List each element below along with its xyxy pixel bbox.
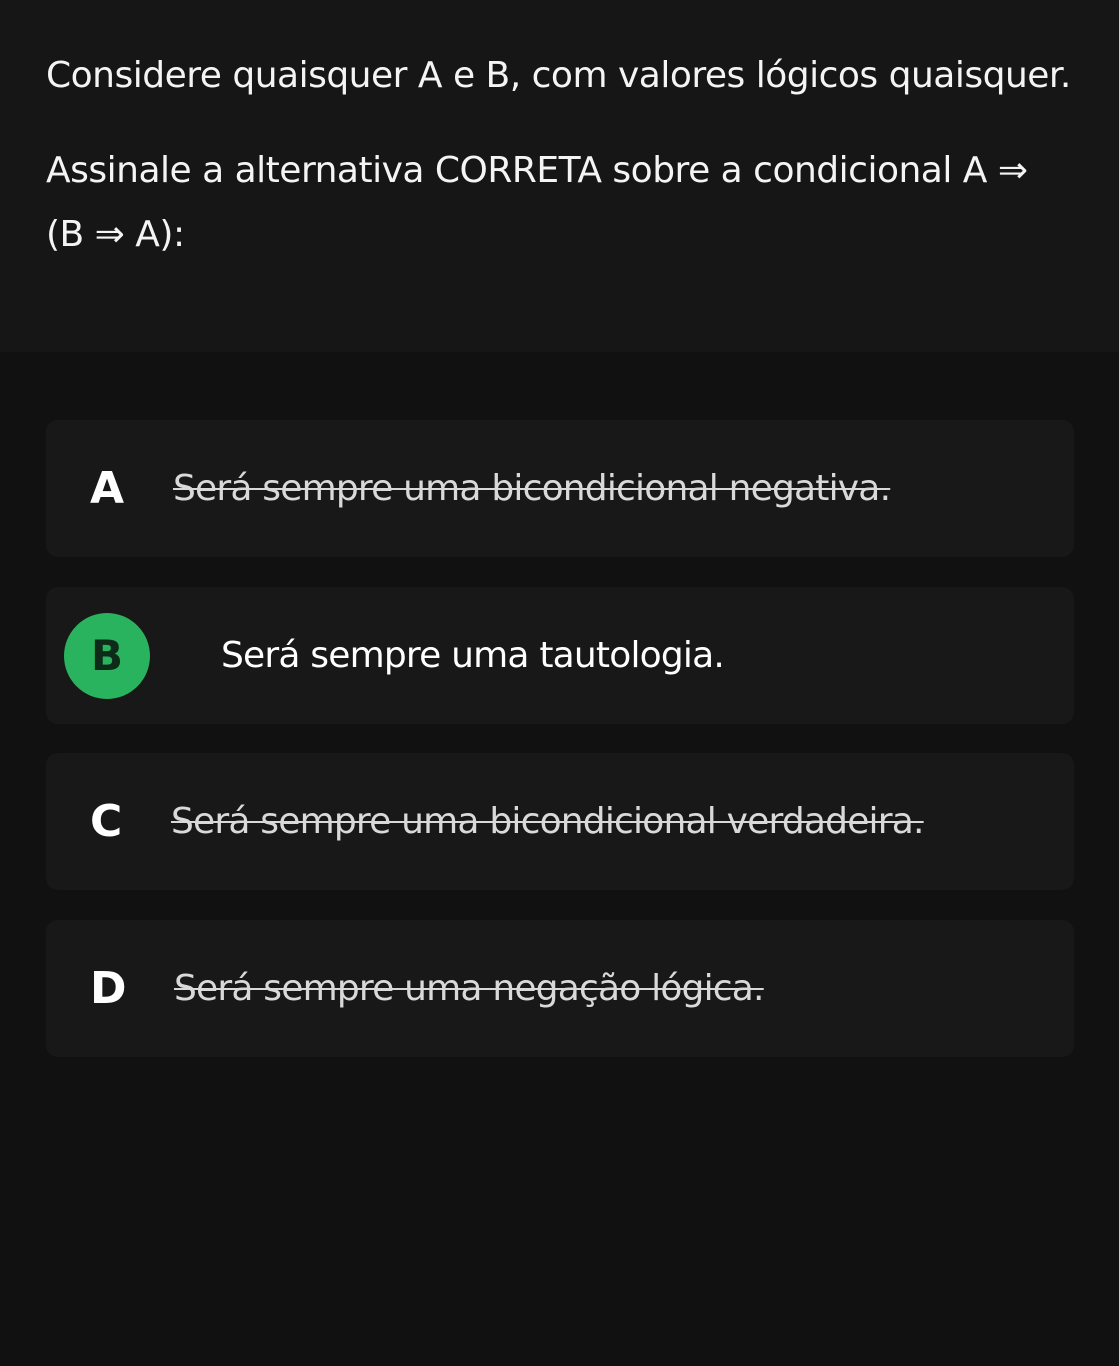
option-c-text: Será sempre uma bicondicional verdadeira.	[171, 801, 924, 842]
question-panel	[0, 0, 1119, 352]
option-b-selected-badge: B	[64, 613, 150, 699]
option-d-text: Será sempre uma negação lógica.	[174, 968, 764, 1009]
option-b[interactable]	[46, 587, 1074, 724]
option-a-letter: A	[90, 463, 125, 514]
option-b-text: Será sempre uma tautologia.	[221, 635, 725, 676]
option-c-letter: C	[90, 796, 123, 847]
question-text-line-3: (B ⇒ A):	[46, 214, 185, 255]
option-d-letter: D	[90, 963, 127, 1014]
option-c[interactable]	[46, 753, 1074, 890]
option-d[interactable]	[46, 920, 1074, 1057]
option-a[interactable]	[46, 420, 1074, 557]
question-text-line-2: Assinale a alternativa CORRETA sobre a condicional A ⇒	[46, 150, 1028, 191]
option-a-text: Será sempre uma bicondicional negativa.	[173, 468, 891, 509]
question-text-line-1: Considere quaisquer A e B, com valores lógicos quaisquer.	[46, 55, 1071, 96]
